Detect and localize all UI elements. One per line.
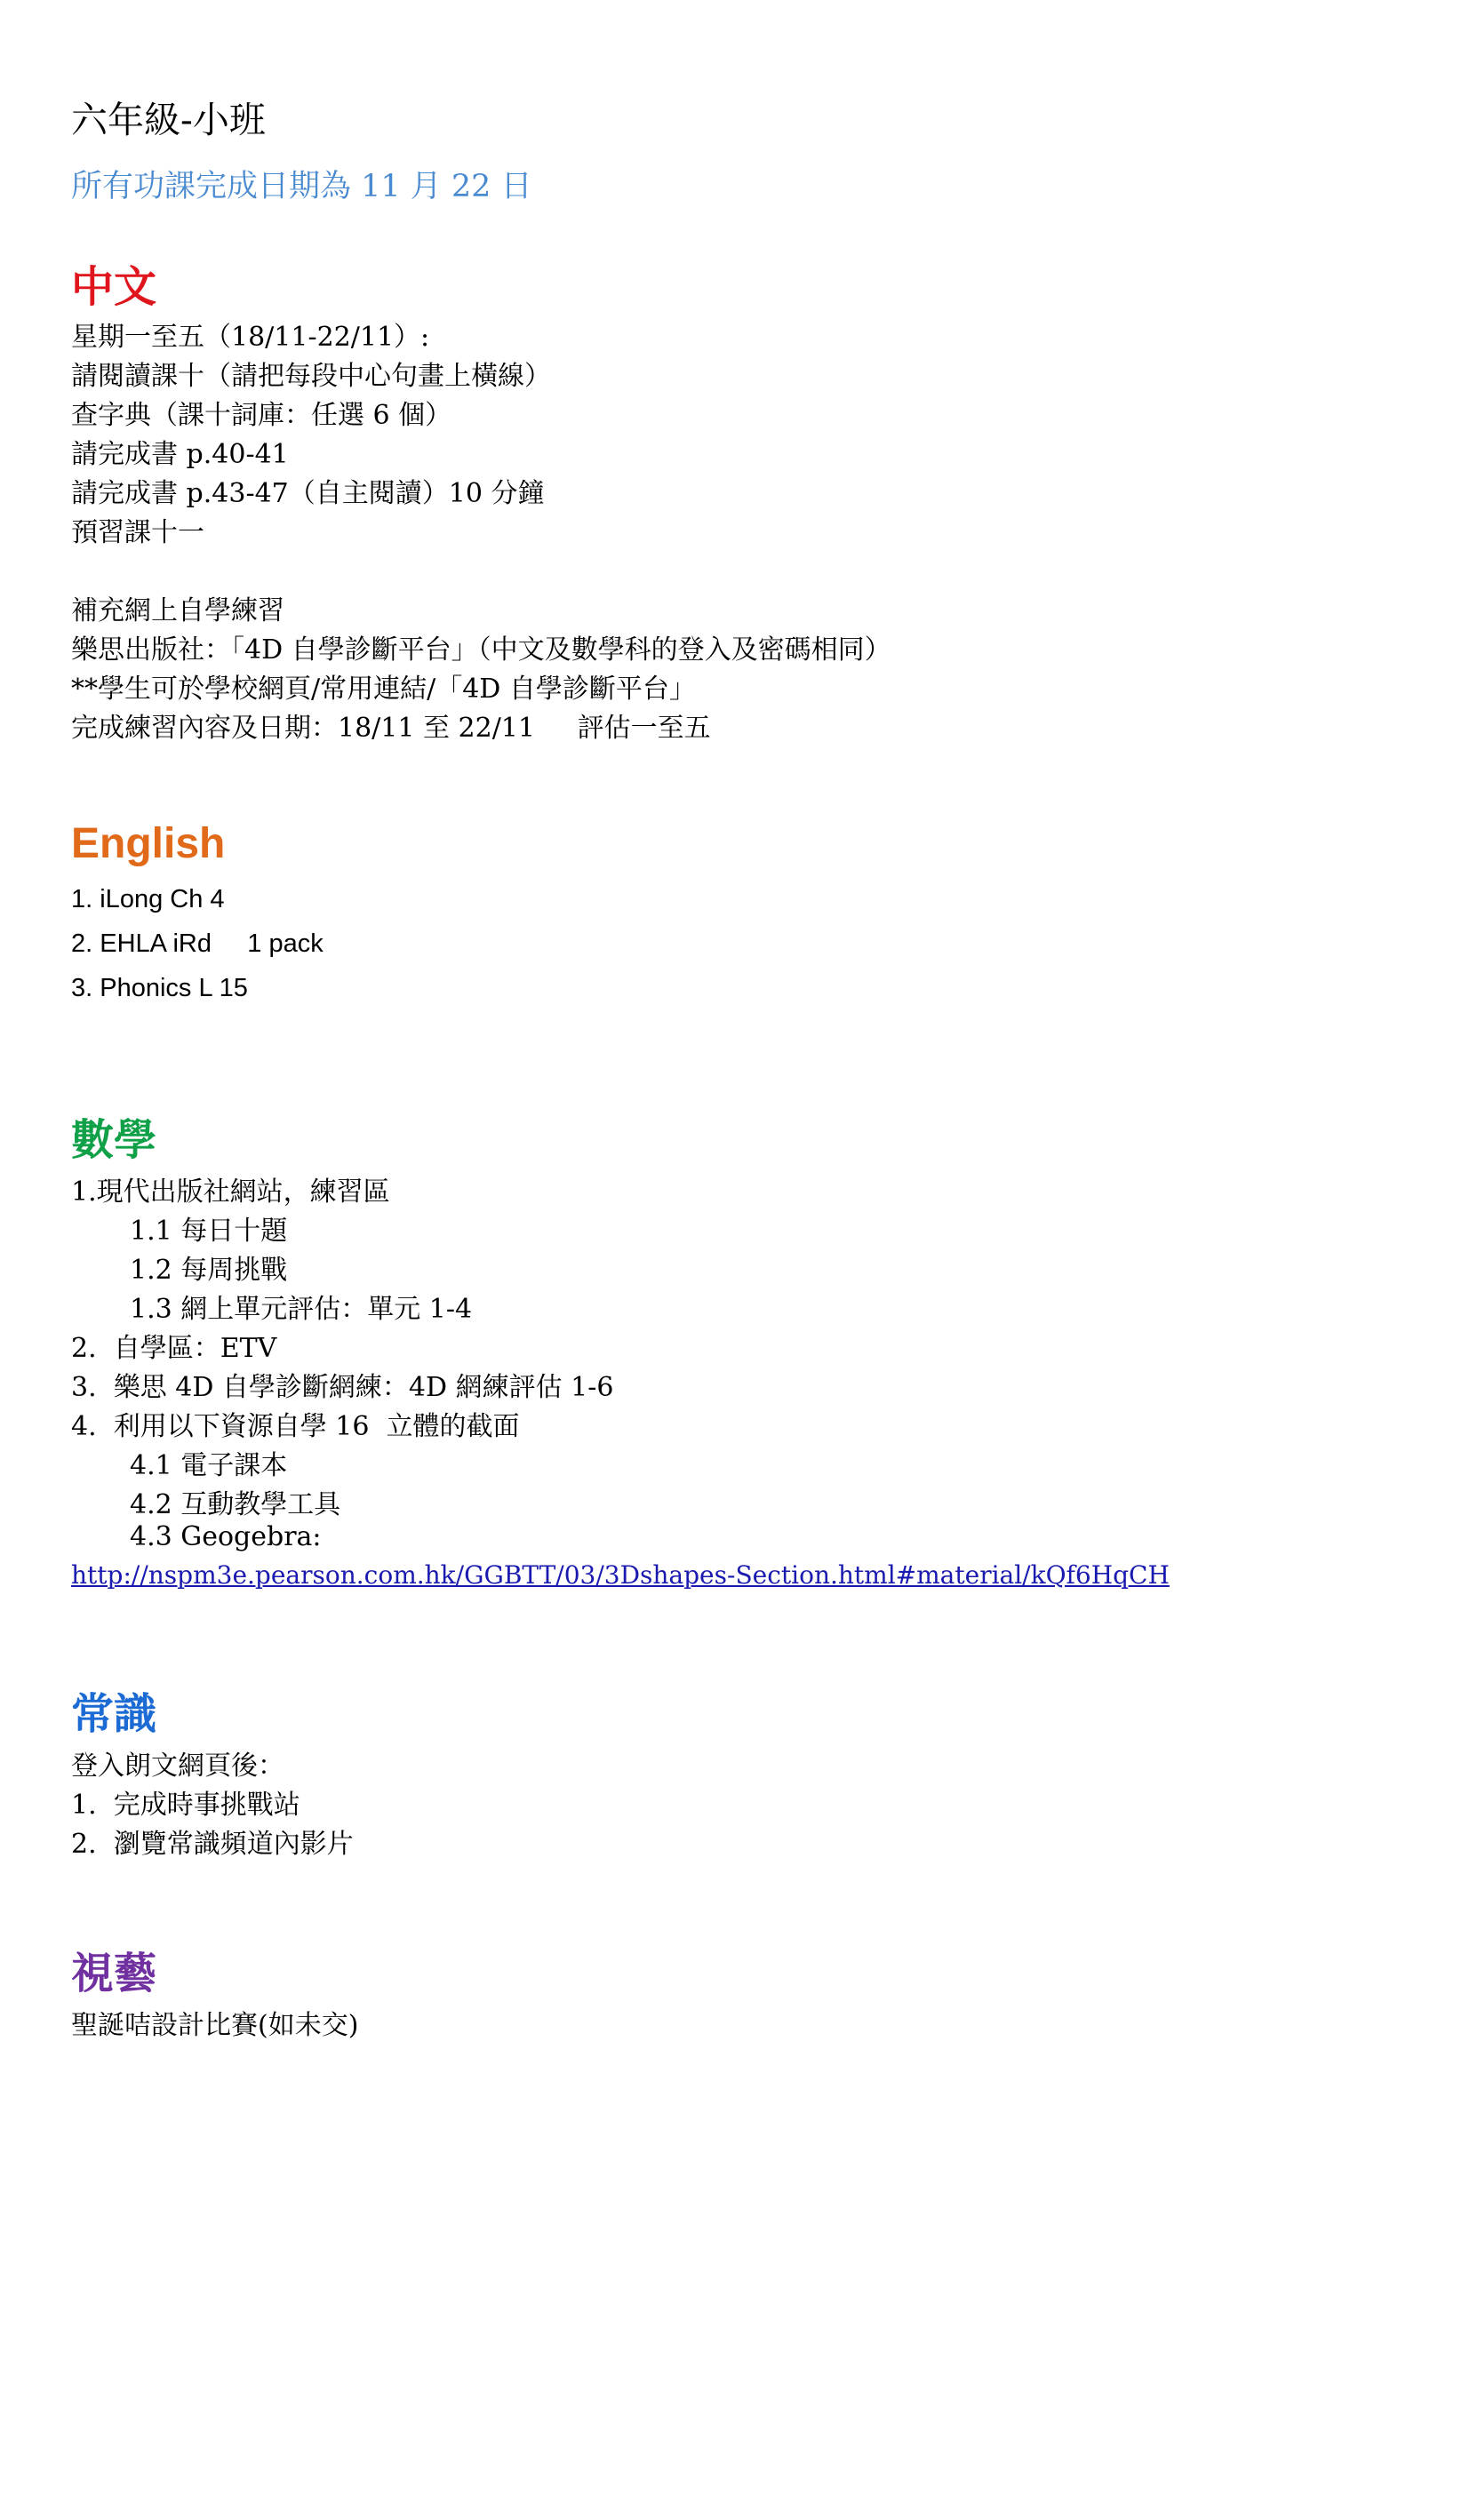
english-heading: English <box>71 820 226 867</box>
gs-line: 登入朗文網頁後： <box>71 1750 284 1782</box>
va-line: 聖誕咭設計比賽(如未交) <box>71 2010 359 2041</box>
math-heading: 數學 <box>71 1115 157 1165</box>
chinese-line: 星期一至五（18/11-22/11）: <box>71 322 430 353</box>
chinese-heading: 中文 <box>71 262 157 312</box>
math-line: 2. 自學區：ETV <box>71 1333 277 1364</box>
english-item: 2. EHLA iRd 1 pack <box>71 929 324 958</box>
page-title: 六年級-小班 <box>71 99 266 141</box>
math-line: 1.現代出版社網站，練習區 <box>71 1176 390 1208</box>
math-subline: 4.2 互動教學工具 <box>130 1489 341 1520</box>
math-subline: 1.1 每日十題 <box>130 1216 288 1247</box>
chinese-extra-line: 樂思出版社：「4D 自學診斷平台」（中文及數學科的登入及密碼相同） <box>71 634 891 666</box>
va-heading: 視藝 <box>71 1949 157 1998</box>
chinese-line: 請閱讀課十（請把每段中心句畫上橫線） <box>71 361 551 392</box>
math-subline: 1.3 網上單元評估：單元 1-4 <box>130 1294 473 1325</box>
english-item: 3. Phonics L 15 <box>71 974 248 1002</box>
chinese-line: 請完成書 p.40-41 <box>71 439 289 470</box>
chinese-line: 查字典（課十詞庫：任選 6 個） <box>71 400 452 431</box>
chinese-extra-line: 補充網上自學練習 <box>71 595 284 626</box>
gs-heading: 常識 <box>71 1689 157 1739</box>
math-line: 3. 樂思 4D 自學診斷網練：4D 網練評估 1-6 <box>71 1372 614 1403</box>
gs-line: 1. 完成時事挑戰站 <box>71 1790 300 1821</box>
due-date-note: 所有功課完成日期為 11 月 22 日 <box>71 169 532 204</box>
math-subline: 4.3 Geogebra: <box>130 1521 322 1552</box>
geogebra-link[interactable]: http://nspm3e.pearson.com.hk/GGBTT/03/3Dshapes-Section.html#material/kQf6HqCH <box>71 1560 1170 1590</box>
math-line: 4. 利用以下資源自學 16 立體的截面 <box>71 1411 520 1442</box>
chinese-line: 預習課十一 <box>71 517 204 548</box>
math-subline: 1.2 每周挑戰 <box>130 1255 288 1286</box>
chinese-extra-line: 完成練習內容及日期：18/11 至 22/11 評估一至五 <box>71 713 711 744</box>
math-subline: 4.1 電子課本 <box>130 1450 288 1481</box>
gs-line: 2. 瀏覽常識頻道內影片 <box>71 1829 354 1860</box>
chinese-extra-line: **學生可於學校網頁/常用連結/「4D 自學診斷平台」 <box>71 674 696 705</box>
chinese-line: 請完成書 p.43-47（自主閱讀）10 分鐘 <box>71 478 545 509</box>
english-item: 1. iLong Ch 4 <box>71 885 225 913</box>
